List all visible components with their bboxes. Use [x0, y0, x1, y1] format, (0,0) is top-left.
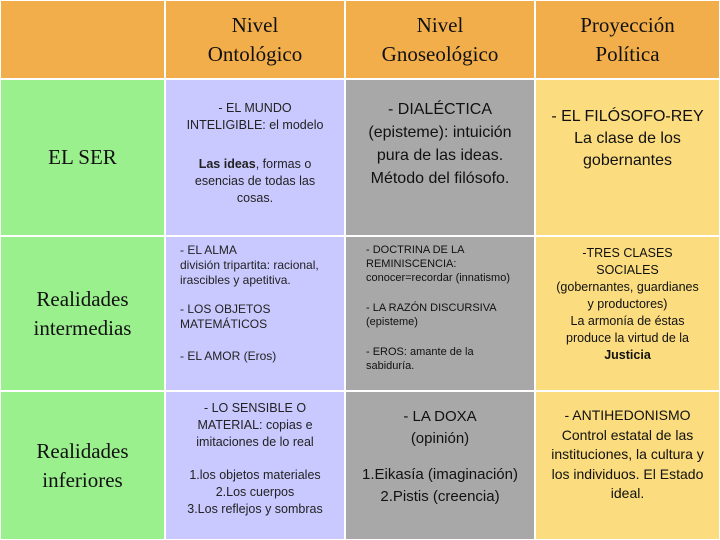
header-gnoseologico: [345, 0, 535, 79]
header-ontologico: [165, 0, 345, 79]
ser-ontologico-text-2: [178, 156, 332, 207]
inferiores-ontologico-text-1: - LO SENSIBLE O MATERIAL: copias e imitaciones de lo real: [196, 401, 314, 449]
inferiores-gnoseologico-text-1: - LA DOXA (opinión): [403, 408, 477, 447]
ser-politica-cell: [535, 79, 720, 236]
intermedias-politica-virtud: La armonía de éstas produce la virtud de la: [566, 314, 689, 345]
ser-ontologico-text-1: - EL MUNDO INTELIGIBLE: el modelo: [186, 101, 324, 132]
ser-gnoseologico-cell: [345, 79, 535, 236]
inferiores-ontologico-cell: [165, 391, 345, 540]
inferiores-gnoseologico-cell: [345, 391, 535, 540]
header-gnoseologico-label: Nivel Gnoseológico: [381, 12, 499, 66]
header-corner: [0, 0, 165, 79]
row-label-intermedias: [0, 236, 165, 391]
header-politica-label: Proyección Política: [580, 12, 675, 66]
header-ontologico-label: Nivel Ontológico: [207, 12, 303, 66]
inferiores-gnoseologico-text-2: 1.Eikasía (imaginación) 2.Pistis (creencia): [362, 466, 518, 505]
ser-politica-text-1: - EL FILÓSOFO-REY: [551, 108, 704, 125]
row-label-inferiores-text: Realidades inferiores: [36, 438, 129, 492]
intermedias-politica-text-2: [556, 313, 699, 364]
intermedias-gnoseologico-text-2: - LA RAZÓN DISCURSIVA (episteme): [366, 302, 496, 328]
ser-ontologico-cell: [165, 79, 345, 236]
ser-politica-text-2: La clase de los gobernantes: [574, 130, 681, 169]
row-label-ser-text: EL SER: [48, 145, 117, 169]
intermedias-ontologico-text-4: - EL AMOR (Eros): [180, 349, 277, 363]
row-label-ser: [0, 79, 165, 236]
intermedias-ontologico-text-1: - EL ALMA: [180, 243, 237, 257]
intermedias-gnoseologico-text-1: - DOCTRINA DE LA REMINISCENCIA: conocer=recordar (innatismo): [366, 244, 510, 284]
intermedias-politica-justicia: Justicia: [604, 348, 651, 362]
inferiores-politica-text: - ANTIHEDONISMO Control estatal de las instituciones, la cultura y los individuos. El Estado ideal.: [551, 407, 704, 501]
inferiores-politica-cell: [535, 391, 720, 540]
row-label-intermedias-text: Realidades intermedias: [33, 286, 132, 340]
ser-gnoseologico-text: - DIALÉCTICA (episteme): intuición pura de las ideas. Método del filósofo.: [368, 101, 512, 187]
inferiores-ontologico-text-2: 1.los objetos materiales 2.Los cuerpos 3.Los reflejos y sombras: [187, 468, 323, 516]
intermedias-ontologico-text-2: división tripartita: racional, irascibles y apetitiva.: [180, 258, 319, 287]
intermedias-gnoseologico-cell: [345, 236, 535, 391]
row-label-inferiores: [0, 391, 165, 540]
intermedias-ontologico-cell: [165, 236, 345, 391]
intermedias-gnoseologico-text-3: - EROS: amante de la sabiduría.: [366, 346, 474, 372]
intermedias-politica-cell: [535, 236, 720, 391]
ser-ontologico-ideas-rest: , formas o esencias de todas las cosas.: [194, 157, 316, 205]
header-politica: [535, 0, 720, 79]
intermedias-ontologico-text-3: - LOS OBJETOS MATEMÁTICOS: [180, 302, 271, 331]
intermedias-politica-text-1: -TRES CLASES SOCIALES (gobernantes, guardianes y productores): [556, 246, 699, 311]
ser-ontologico-ideas: Las ideas: [198, 157, 256, 171]
